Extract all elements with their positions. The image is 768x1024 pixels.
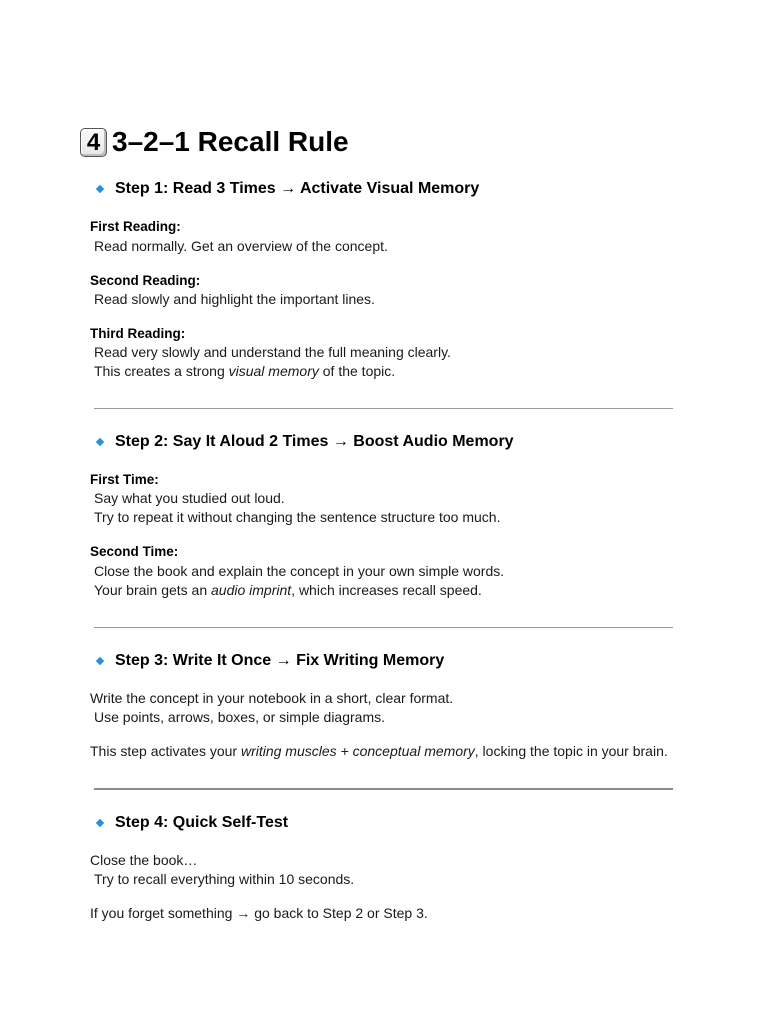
- small-blue-diamond-icon: [96, 185, 104, 193]
- keycap-digit-icon: 4: [80, 128, 107, 157]
- step-1-note: [94, 363, 395, 379]
- step-2-heading-text: Step 2: Say It Aloud 2 Times → Boost Audio Memory: [115, 433, 514, 450]
- step-3-line-2: Use points, arrows, boxes, or simple diagrams.: [94, 709, 385, 725]
- step-3-note: [90, 743, 668, 759]
- small-blue-diamond-icon: [96, 819, 104, 827]
- step-1-third-label: Third Reading:: [90, 326, 186, 341]
- page-title: [80, 122, 349, 162]
- step-4-line-3: If you forget something → go back to Step 2 or Step 3.: [90, 905, 428, 921]
- step-1-note-emphasis: visual memory: [228, 363, 319, 379]
- step-4-heading-text: Step 4: Quick Self-Test: [115, 814, 289, 831]
- section-divider: [94, 788, 673, 790]
- step-2-note: [94, 582, 482, 598]
- step-2-first-line-1: Say what you studied out loud.: [94, 490, 285, 506]
- step-1-heading-text: Step 1: Read 3 Times → Activate Visual Memory: [115, 180, 480, 197]
- step-4-heading: [96, 814, 288, 832]
- step-3-heading: [96, 652, 444, 670]
- step-2-first-label: First Time:: [90, 472, 159, 487]
- step-2-first-line-2: Try to repeat it without changing the sentence structure too much.: [94, 509, 501, 525]
- step-4-line-1: Close the book…: [90, 852, 198, 868]
- section-divider: [94, 627, 673, 628]
- step-1-first-label: First Reading:: [90, 219, 181, 234]
- step-1-note-pre: This creates a strong: [94, 363, 229, 379]
- small-blue-diamond-icon: [96, 438, 104, 446]
- step-4-line-2: Try to recall everything within 10 seconds.: [94, 871, 355, 887]
- step-3-note-emphasis: writing muscles + conceptual memory: [240, 743, 475, 759]
- step-1-second-label: Second Reading:: [90, 273, 201, 288]
- step-1-third-text: Read very slowly and understand the full meaning clearly.: [94, 344, 451, 360]
- step-1-second-text: Read slowly and highlight the important lines.: [94, 291, 375, 307]
- step-2-second-label: Second Time:: [90, 544, 179, 559]
- section-divider: [94, 408, 673, 409]
- step-2-heading: [96, 433, 514, 451]
- step-1-first-text: Read normally. Get an overview of the concept.: [94, 238, 388, 254]
- small-blue-diamond-icon: [96, 657, 104, 665]
- step-1-heading: [96, 180, 479, 198]
- step-3-heading-text: Step 3: Write It Once → Fix Writing Memory: [115, 652, 445, 669]
- step-3-note-pre: This step activates your: [90, 743, 241, 759]
- step-2-note-emphasis: audio imprint: [211, 582, 292, 598]
- step-2-note-post: , which increases recall speed.: [291, 582, 482, 598]
- page-title-text: 3–2–1 Recall Rule: [112, 126, 349, 157]
- step-2-note-pre: Your brain gets an: [94, 582, 212, 598]
- step-2-second-line-1: Close the book and explain the concept in your own simple words.: [94, 563, 505, 579]
- step-3-line-1: Write the concept in your notebook in a short, clear format.: [90, 690, 454, 706]
- step-1-note-post: of the topic.: [318, 363, 396, 379]
- step-3-note-post: , locking the topic in your brain.: [474, 743, 668, 759]
